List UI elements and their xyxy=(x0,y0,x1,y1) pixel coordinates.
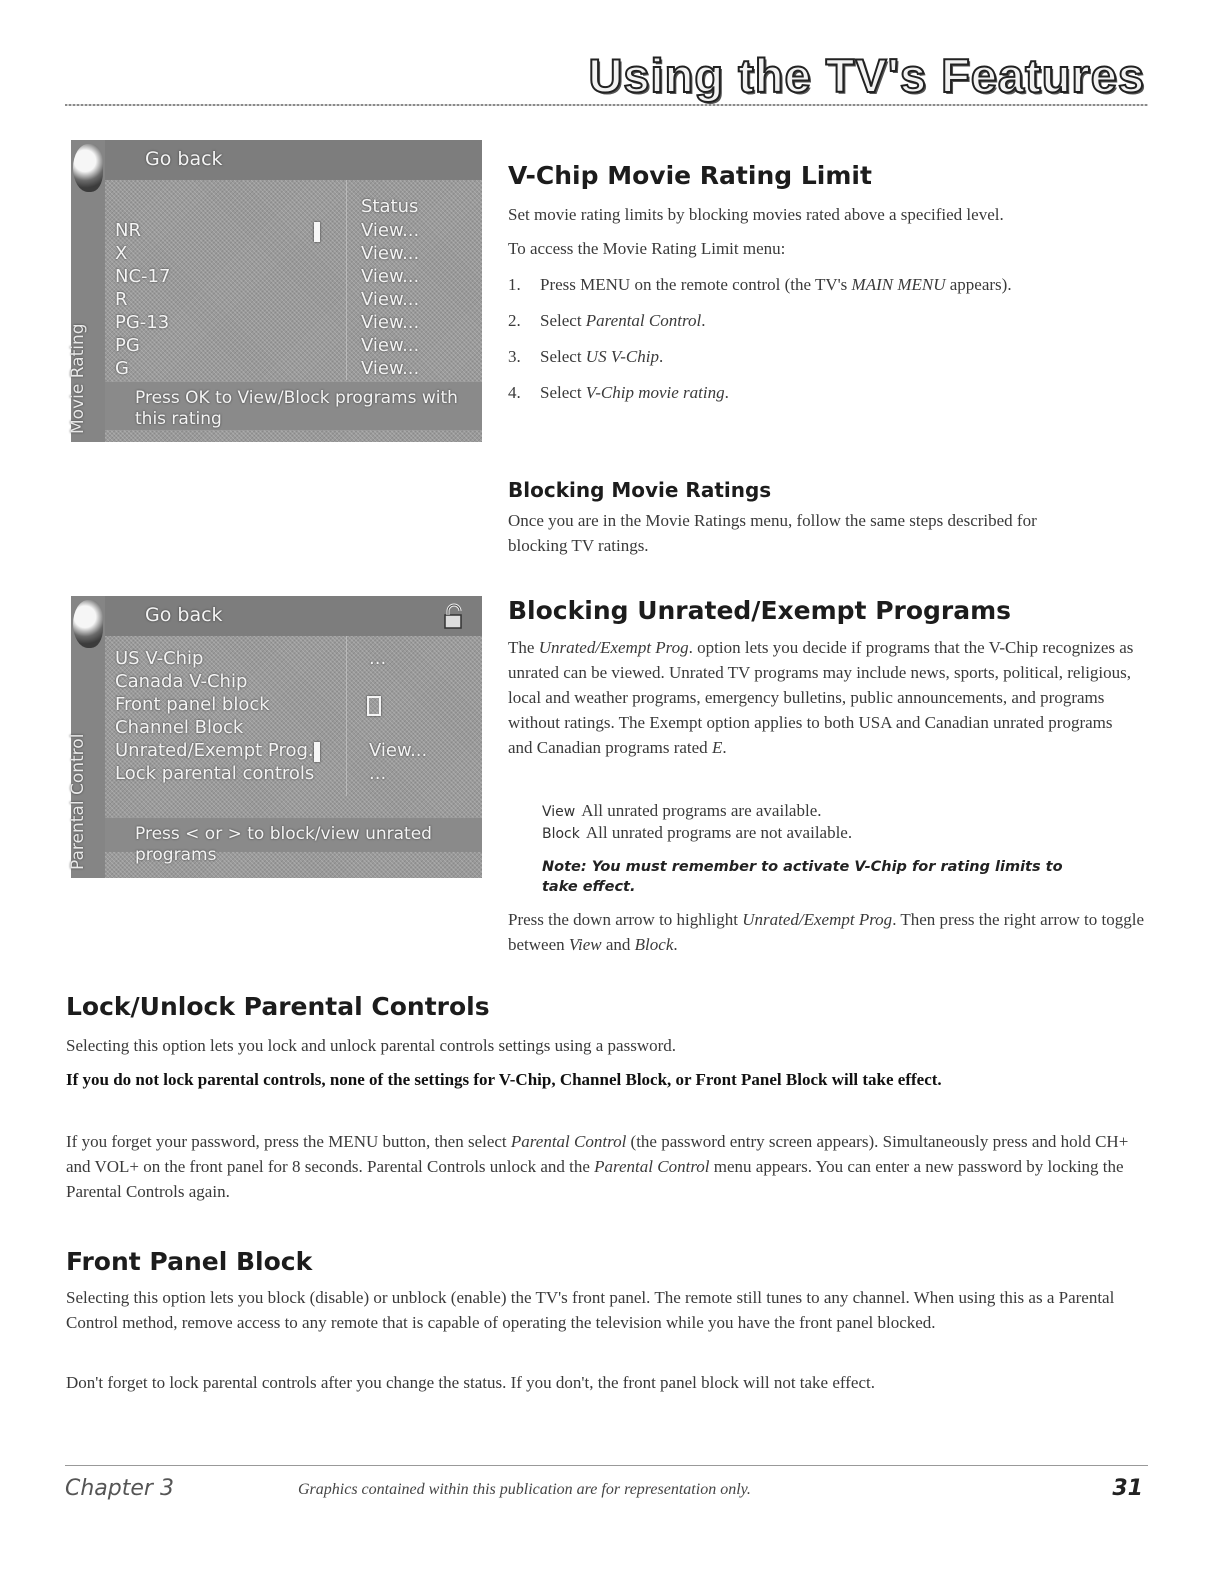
text-run: . Then press the right arrow to toggle between xyxy=(508,910,1144,954)
vchip-section-title: V-Chip Movie Rating Limit xyxy=(508,161,872,190)
menu-item-label[interactable]: Unrated/Exempt Prog. xyxy=(115,740,314,761)
text-run: . xyxy=(722,738,727,757)
text-emphasis: Block xyxy=(634,935,674,954)
lock-warning: If you do not lock parental controls, none of the settings for V-Chip, Channel Block, or Front Panel Block will take effect. xyxy=(66,1070,942,1089)
step-text-end: . xyxy=(701,311,706,330)
front-panel-body: Selecting this option lets you block (disable) or unblock (enable) the TV's front panel. The remote still tunes to any channel. When using this as a Parental Control method, remove access to any remote that is capable of operating the television while you have the front panel blocked. xyxy=(66,1288,1115,1332)
menu-item-status[interactable]: ... xyxy=(369,648,387,669)
rating-status[interactable]: View... xyxy=(361,358,420,379)
option-view-text: All unrated programs are available. xyxy=(581,801,822,820)
front-panel-section-title: Front Panel Block xyxy=(66,1247,313,1276)
step-item xyxy=(508,311,705,331)
go-back-bar[interactable] xyxy=(105,596,482,636)
menu-item-label[interactable]: Front panel block xyxy=(115,694,270,715)
step-emphasis: MAIN MENU xyxy=(851,275,946,294)
option-block-word: Block xyxy=(542,826,580,842)
menu-item-label[interactable]: Channel Block xyxy=(115,717,244,738)
blocking-movie-body: Once you are in the Movie Ratings menu, follow the same steps described for blocking TV ratings. xyxy=(508,511,1037,555)
text-run: menu appears. You can enter a new password by locking the Parental Controls again. xyxy=(66,1157,1124,1201)
rating-status[interactable]: View... xyxy=(361,289,420,310)
step-item xyxy=(508,347,663,367)
step-text: Select xyxy=(540,311,586,330)
chapter-label: Chapter 3 xyxy=(65,1476,174,1501)
rating-label[interactable]: PG xyxy=(115,335,140,356)
text-emphasis: View xyxy=(568,935,602,954)
front-panel-reminder: Don't forget to lock parental controls after you change the status. If you don't, the front panel block will not take effect. xyxy=(66,1373,875,1392)
text-emphasis: Parental Control xyxy=(594,1157,710,1176)
blocking-movie-title: Blocking Movie Ratings xyxy=(508,478,772,502)
footer-disclaimer: Graphics contained within this publication are for representation only. xyxy=(298,1481,751,1498)
step-emphasis: Parental Control xyxy=(585,311,702,330)
go-back-bar[interactable] xyxy=(105,140,482,180)
menu-item-status[interactable]: ... xyxy=(369,763,387,784)
rating-status[interactable]: View... xyxy=(361,335,420,356)
text-run: . option lets you decide if programs that the V-Chip recognizes as unrated can be viewed. Unrated TV programs may include news, sports, political, religious, local and weather programs, emergency bulletins, public announcements, and programs without ratings. The Exempt option applies to both USA and Canadian unrated programs and Canadian programs rated xyxy=(508,638,1134,757)
option-block-text: All unrated programs are not available. xyxy=(585,823,853,842)
rating-status[interactable]: View... xyxy=(361,220,420,241)
step-item xyxy=(508,275,1012,295)
rating-label[interactable]: NR xyxy=(115,220,141,241)
lock-password-help xyxy=(66,1129,1146,1204)
menu-item-label[interactable]: Canada V-Chip xyxy=(115,671,248,692)
rating-label[interactable]: G xyxy=(115,358,129,379)
help-prompt: Press < or > to block/view unrated programs xyxy=(105,818,482,852)
text-emphasis: Parental Control xyxy=(510,1132,627,1151)
header-divider xyxy=(65,104,1148,106)
rating-label[interactable]: R xyxy=(115,289,128,310)
vchip-intro: Set movie rating limits by blocking movies rated above a specified level. xyxy=(508,205,1004,224)
rating-status[interactable]: View... xyxy=(361,312,420,333)
brand-logo-icon xyxy=(73,144,103,192)
column-divider xyxy=(346,636,347,796)
text-emphasis: E xyxy=(711,738,723,757)
rating-label[interactable]: X xyxy=(115,243,128,264)
step-number: 4. xyxy=(508,383,521,402)
step-number: 1. xyxy=(508,275,521,294)
step-text-end: . xyxy=(659,347,664,366)
step-text: Select xyxy=(540,383,586,402)
lock-section-title: Lock/Unlock Parental Controls xyxy=(66,992,490,1021)
option-block xyxy=(542,820,1102,847)
step-text-end: appears). xyxy=(945,275,1012,294)
text-run: (the password entry screen appears). Simultaneously press and hold CH+ and VOL+ on the front panel for 8 seconds. Parental Controls unlock and the xyxy=(66,1132,1129,1176)
status-header: Status xyxy=(361,196,419,217)
page-header-title: Using the TV's Features xyxy=(588,49,1145,102)
text-run: . xyxy=(673,935,678,954)
menu-item-status[interactable]: View... xyxy=(369,740,428,761)
text-run: The xyxy=(508,638,539,657)
unrated-paragraph xyxy=(508,635,1138,760)
rating-status[interactable]: View... xyxy=(361,243,420,264)
lock-icon xyxy=(439,602,469,632)
text-emphasis: Unrated/Exempt Prog xyxy=(538,638,689,657)
step-text-end: . xyxy=(724,383,729,402)
rating-status[interactable]: View... xyxy=(361,266,420,287)
parental-control-screen xyxy=(68,596,482,878)
go-back-label: Go back xyxy=(145,604,223,626)
unrated-instructions xyxy=(508,907,1148,957)
go-back-label: Go back xyxy=(145,148,223,170)
text-run: If you forget your password, press the MENU button, then select xyxy=(66,1132,511,1151)
text-emphasis: Unrated/Exempt Prog xyxy=(742,910,893,929)
menu-tab-label: Parental Control xyxy=(68,733,88,870)
option-view-word: View xyxy=(542,804,576,820)
vchip-access: To access the Movie Rating Limit menu: xyxy=(508,239,786,258)
footer-divider xyxy=(65,1465,1148,1466)
selection-indicator xyxy=(314,742,320,762)
front-panel-checkbox[interactable] xyxy=(367,696,381,716)
menu-tab-label: Movie Rating xyxy=(68,323,88,434)
lock-intro: Selecting this option lets you lock and unlock parental controls settings using a password. xyxy=(66,1036,677,1055)
step-text: Select xyxy=(540,347,586,366)
column-divider xyxy=(346,180,347,380)
step-item xyxy=(508,383,729,403)
text-run: Press the down arrow to highlight xyxy=(508,910,743,929)
movie-rating-screen xyxy=(68,140,482,442)
note-text: Note: You must remember to activate V-Chip for rating limits to take effect. xyxy=(542,859,1063,895)
step-number: 2. xyxy=(508,311,521,330)
brand-logo-icon xyxy=(73,600,103,648)
page-number: 31 xyxy=(1112,1476,1143,1501)
text-run: and xyxy=(601,935,635,954)
step-emphasis: V-Chip movie rating xyxy=(585,383,725,402)
help-prompt: Press OK to View/Block programs with this rating xyxy=(105,382,482,430)
selection-indicator xyxy=(314,222,320,242)
menu-item-label[interactable]: Lock parental controls xyxy=(115,763,315,784)
unrated-section-title: Blocking Unrated/Exempt Programs xyxy=(508,596,1012,625)
step-number: 3. xyxy=(508,347,521,366)
menu-item-label[interactable]: US V-Chip xyxy=(115,648,204,669)
step-text: Press MENU on the remote control (the TV's xyxy=(540,275,852,294)
rating-label[interactable]: NC-17 xyxy=(115,266,171,287)
rating-label[interactable]: PG-13 xyxy=(115,312,170,333)
step-emphasis: US V-Chip xyxy=(585,347,659,366)
